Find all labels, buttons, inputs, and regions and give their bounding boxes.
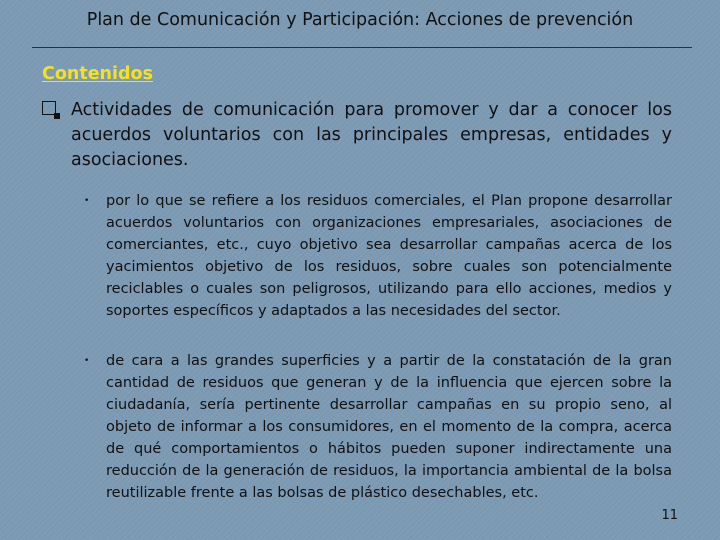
dot-icon: • [84, 196, 90, 206]
sub-bullet-item-1 [84, 190, 672, 322]
page-number: 11 [661, 508, 678, 523]
main-bullet-item [42, 98, 672, 173]
slide-title: Plan de Comunicación y Participación: Acciones de prevención [86, 10, 634, 30]
section-heading: Contenidos [42, 64, 153, 84]
sub-bullet-item-2 [84, 350, 672, 504]
sub-bullet-text-1: por lo que se refiere a los residuos comerciales, el Plan propone desarrollar acuerdos voluntarios con organizaciones empresariales, asociaciones de comerciantes, etc., cuyo objetivo sea desarrollar campañas acerca de los yacimientos objetivo de los residuos, sobre cuales son potencialmente reciclables o cuales son peligrosos, utilizando para ello acciones, medios y soportes específicos y adaptados a las necesidades del sector. [106, 193, 672, 319]
main-bullet-text: Actividades de comunicación para promover y dar a conocer los acuerdos voluntarios con las principales empresas, entidades y asociaciones. [71, 100, 672, 170]
title-divider [32, 47, 692, 48]
checkbox-square-icon [42, 98, 71, 173]
dot-icon: • [84, 356, 90, 366]
sub-bullet-text-2: de cara a las grandes superficies y a partir de la constatación de la gran cantidad de residuos que generan y de la influencia que ejercen sobre la ciudadanía, sería pertinente desarrollar campañas en su propio seno, al objeto de informar a los consumidores, en el momento de la compra, acerca de qué comportamientos o hábitos pueden suponer indirectamente una reducción de la generación de residuos, la importancia ambiental de la bolsa reutilizable frente a las bolsas de plástico desechables, etc. [106, 353, 672, 501]
